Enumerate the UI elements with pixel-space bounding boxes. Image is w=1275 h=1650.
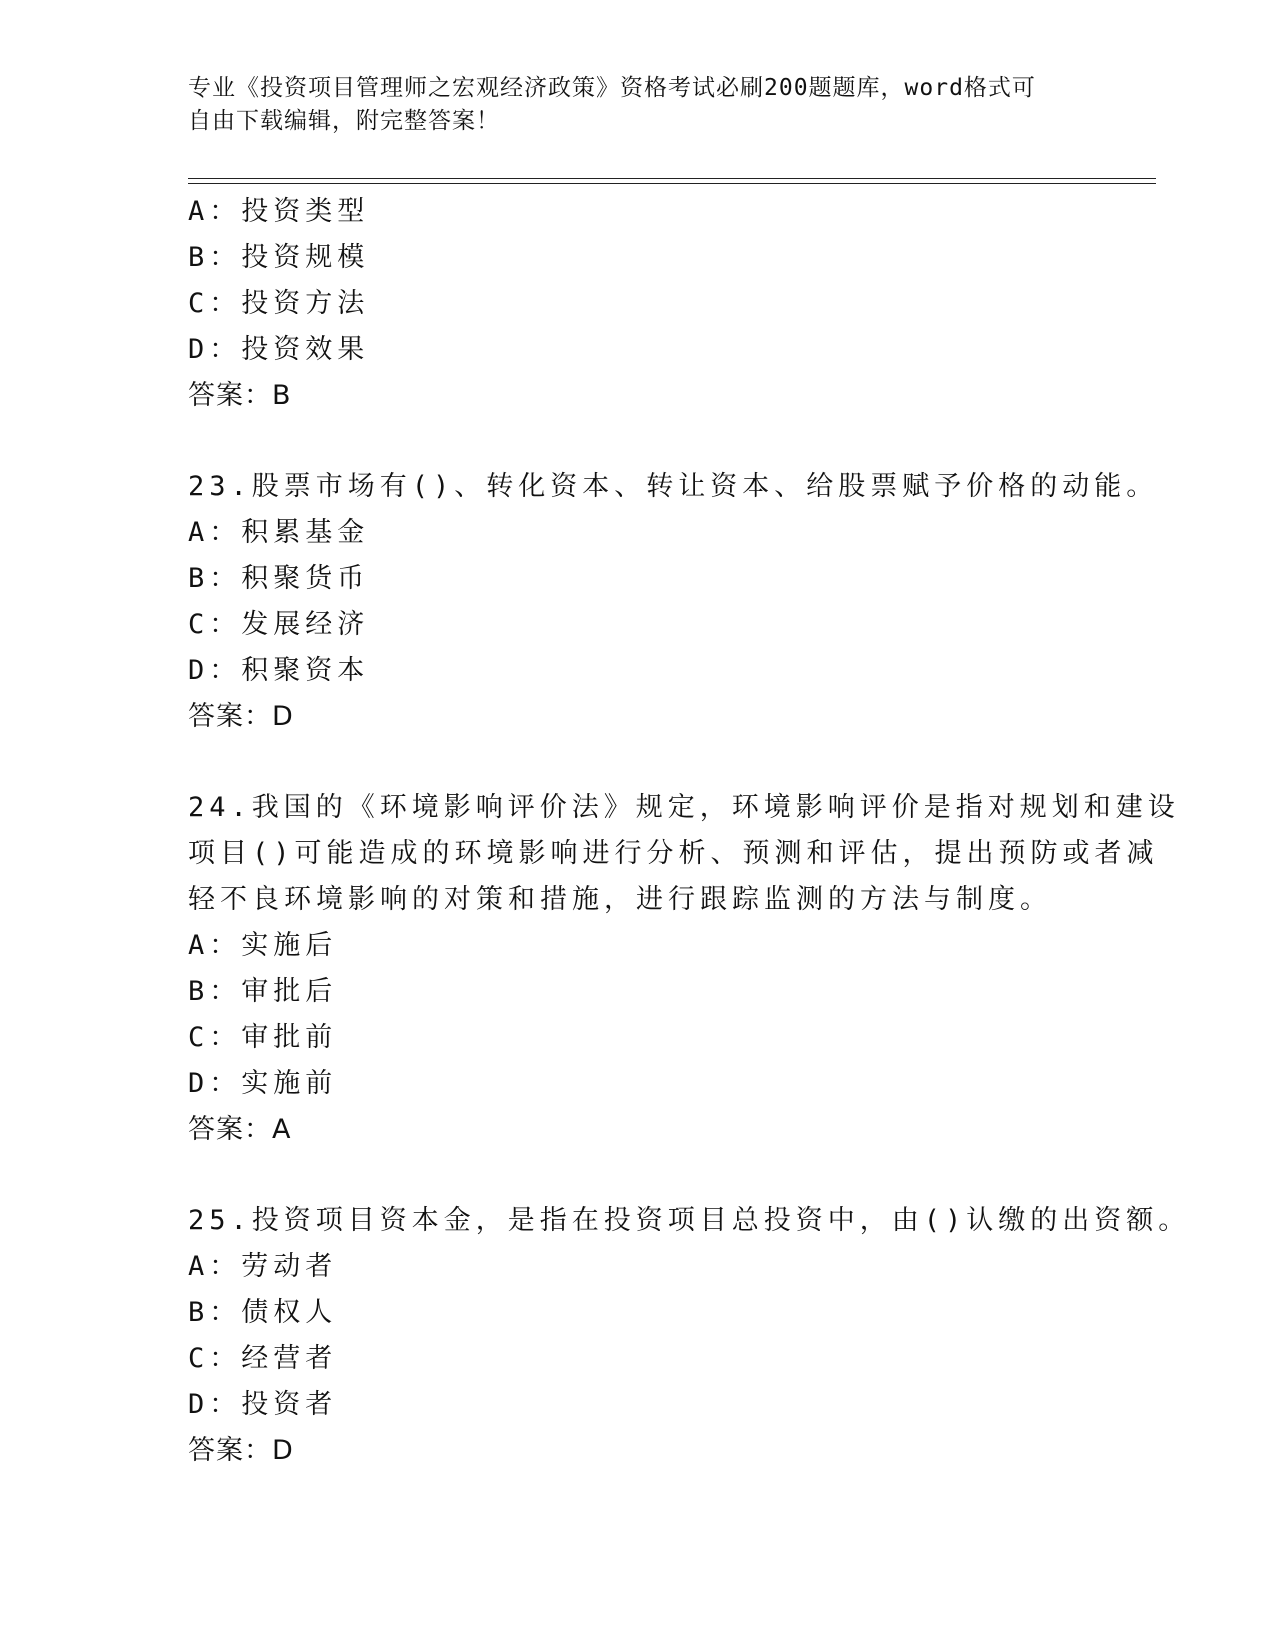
option-a: A：积累基金 [188,517,370,548]
answer: 答案：A [188,1114,292,1145]
option-d: D：积聚资本 [188,655,370,686]
option-a: A：投资类型 [188,196,370,227]
answer: 答案：B [188,380,292,411]
question-22 [188,189,1088,419]
option-b: B：积聚货币 [188,563,370,594]
answer: 答案：D [188,1435,294,1466]
question-25 [188,1198,1191,1474]
question-stem-line: 23.股票市场有()、转化资本、转让资本、给股票赋予价格的动能。 [188,471,1159,502]
option-c: C：发展经济 [188,609,370,640]
option-b: B：审批后 [188,976,338,1007]
question-list [188,189,1191,1474]
option-d: D：投资效果 [188,334,370,365]
header-line-1: 专业《投资项目管理师之宏观经济政策》资格考试必刷200题题库，word格式可 [188,75,1036,101]
question-24 [188,785,1180,1153]
question-stem-line: 24.我国的《环境影响评价法》规定，环境影响评价是指对规划和建设 [188,792,1180,823]
question-stem-line: 25.投资项目资本金，是指在投资项目总投资中，由()认缴的出资额。 [188,1205,1191,1236]
option-d: D：实施前 [188,1068,338,1099]
answer: 答案：D [188,701,294,732]
option-c: C：投资方法 [188,288,370,319]
option-b: B：投资规模 [188,242,370,273]
option-c: C：经营者 [188,1343,338,1374]
option-b: B：债权人 [188,1297,338,1328]
header-divider-bottom [188,183,1156,184]
option-c: C：审批前 [188,1022,338,1053]
question-23 [188,464,1159,740]
header-divider-top [188,178,1156,179]
option-a: A：劳动者 [188,1251,338,1282]
option-a: A：实施后 [188,930,338,961]
document-header [188,72,1078,138]
question-stem-line: 项目()可能造成的环境影响进行分析、预测和评估，提出预防或者减 [188,838,1159,869]
question-stem-line: 轻不良环境影响的对策和措施，进行跟踪监测的方法与制度。 [188,884,1052,915]
option-d: D：投资者 [188,1389,338,1420]
header-line-2: 自由下载编辑，附完整答案！ [188,108,500,134]
